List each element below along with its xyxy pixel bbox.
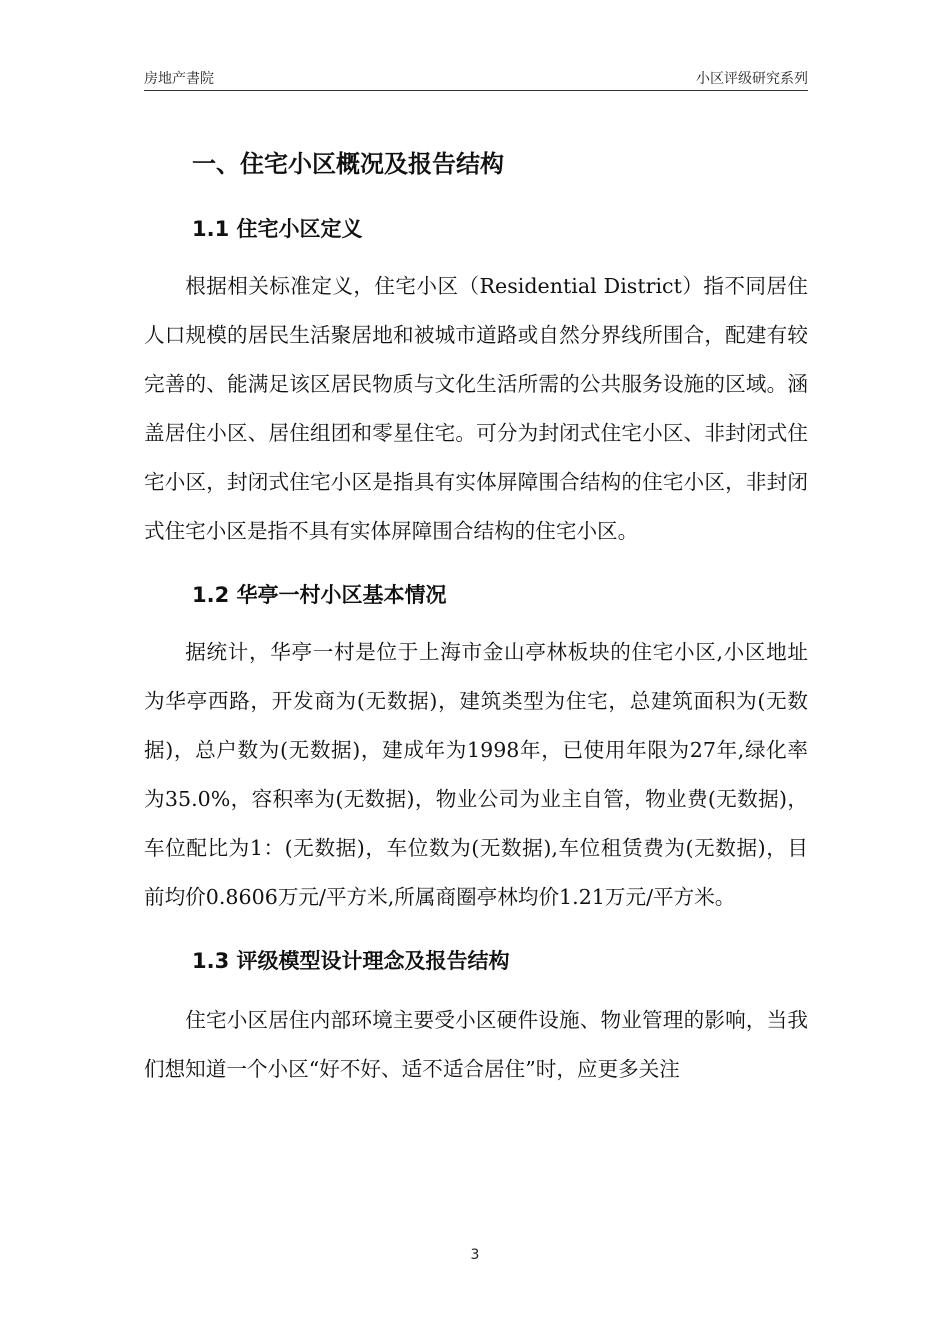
header-divider — [144, 90, 808, 91]
section-heading-1-1: 1.1 住宅小区定义 — [192, 217, 363, 241]
document-body — [144, 140, 808, 1094]
section-paragraph-1-2: 据统计，华亭一村是位于上海市金山亭林板块的住宅小区,小区地址为华亭西路，开发商为(无数据)，建筑类型为住宅，总建筑面积为(无数据)，总户数为(无数据)，建成年为1998年，已使用年限为27年,绿化率为35.0%，容积率为(无数据)，物业公司为业主自管，物业费(无数据)，车位配比为1：(无数据)，车位数为(无数据),车位租赁费为(无数据)，目前均价0.8606万元/平方米,所属商圈亭林均价1.21万元/平方米。 — [144, 640, 808, 909]
section-heading-1-3: 1.3 评级模型设计理念及报告结构 — [192, 949, 510, 973]
section-paragraph-1-3: 住宅小区居住内部环境主要受小区硬件设施、物业管理的影响，当我们想知道一个小区“好不好、适不适合居住”时，应更多关注 — [144, 1008, 808, 1081]
section-heading-1-2: 1.2 华亭一村小区基本情况 — [192, 583, 447, 607]
chapter-title: 一、住宅小区概况及报告结构 — [192, 150, 504, 178]
page-header — [144, 66, 808, 92]
header-publisher: 房地产書院 — [144, 71, 214, 87]
page-number: 3 — [470, 1247, 480, 1263]
section-paragraph-1-1: 根据相关标准定义，住宅小区（Residential District）指不同居住人口规模的居民生活聚居地和被城市道路或自然分界线所围合，配建有较完善的、能满足该区居民物质与文化生活所需的公共服务设施的区域。涵盖居住小区、居住组团和零星住宅。可分为封闭式住宅小区、非封闭式住宅小区，封闭式住宅小区是指具有实体屏障围合结构的住宅小区，非封闭式住宅小区是指不具有实体屏障围合结构的住宅小区。 — [144, 274, 808, 543]
header-series-title: 小区评级研究系列 — [696, 71, 808, 87]
